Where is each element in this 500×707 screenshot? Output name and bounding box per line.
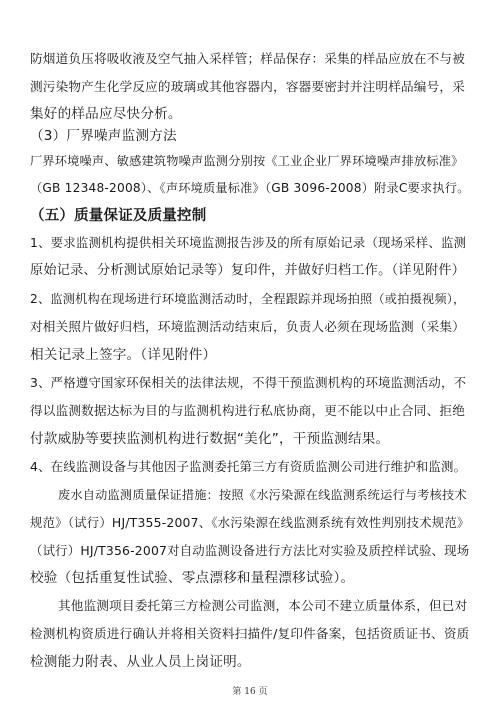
paragraph-line: 原始记录、分析测试原始记录等）复印件，并做好归档工作。（详见附件） bbox=[30, 263, 466, 278]
paragraph-line: 测污染物产生化学反应的玻璃或其他容器内，容器要密封并注明样品编号，采 bbox=[30, 79, 465, 94]
paragraph-line: 防烟道负压将吸收液及空气抽入采样管；样品保存：采集的样品应放在不与被 bbox=[30, 51, 465, 66]
paragraph-line: 废水自动监测质量保证措施：按照《水污染源在线监测系统运行与考核技术 bbox=[58, 488, 467, 502]
section-heading: （五）质量保证及质量控制 bbox=[30, 208, 207, 224]
paragraph-line: 检测机构资质进行确认并将相关资料扫描件/复印件备案，包括资质证书、资质 bbox=[30, 626, 470, 641]
paragraph-line: 得以监测数据达标为目的与监测机构进行私底协商，更不能以中止合同、拒绝 bbox=[30, 403, 465, 418]
paragraph-line: 校验（包括重复性试验、零点漂移和量程漂移试验）。 bbox=[30, 570, 355, 586]
paragraph-line: 其他监测项目委托第三方检测公司监测，本公司不建立质量体系，但已对 bbox=[58, 598, 468, 613]
paragraph-line: 2、监测机构在现场进行环境监测活动时，全程跟踪并现场拍照（或拍摄视频）， bbox=[30, 292, 466, 306]
paragraph-line: 4、在线监测设备与其他因子监测委托第三方有资质监测公司进行维护和监测。 bbox=[30, 459, 467, 474]
paragraph-line: 规范》（试行）HJ/T355-2007、《水污染源在线监测系统有效性判别技术规范》 bbox=[30, 515, 470, 530]
paragraph-line: 付款威胁等要挟监测机构进行数据“美化”，干预监测结果。 bbox=[30, 431, 390, 447]
paragraph-line: （试行）HJ/T356-2007对自动监测设备进行方法比对实验及质控样试验、现场 bbox=[30, 543, 470, 558]
paragraph-line: 检测能力附表、从业人员上岗证明。 bbox=[30, 654, 251, 670]
paragraph-line: 相关记录上签字。（详见附件） bbox=[30, 347, 217, 363]
paragraph-line: （GB 12348-2008）、《声环境质量标准》（GB 3096-2008）附录C要求执行。 bbox=[30, 181, 470, 195]
paragraph-line: 3、严格遵守国家环保相关的法律法规，不得干预监测机构的环境监测活动，不 bbox=[30, 375, 467, 390]
subsection-heading: （3）厂界噪声监测方法 bbox=[30, 128, 177, 144]
page-number: 第 16 页 bbox=[232, 687, 268, 697]
paragraph-line: 1、要求监测机构提供相关环境监测报告涉及的所有原始记录（现场采样、监测 bbox=[30, 235, 467, 250]
paragraph-line: 集好的样品应尽快分析。 bbox=[30, 106, 182, 122]
paragraph-line: 对相关照片做好归档，环境监测活动结束后，负责人必须在现场监测（采集） bbox=[30, 319, 465, 334]
paragraph-line: 厂界环境噪声、敏感建筑物噪声监测分别按《工业企业厂界环境噪声排放标准》 bbox=[30, 154, 464, 168]
